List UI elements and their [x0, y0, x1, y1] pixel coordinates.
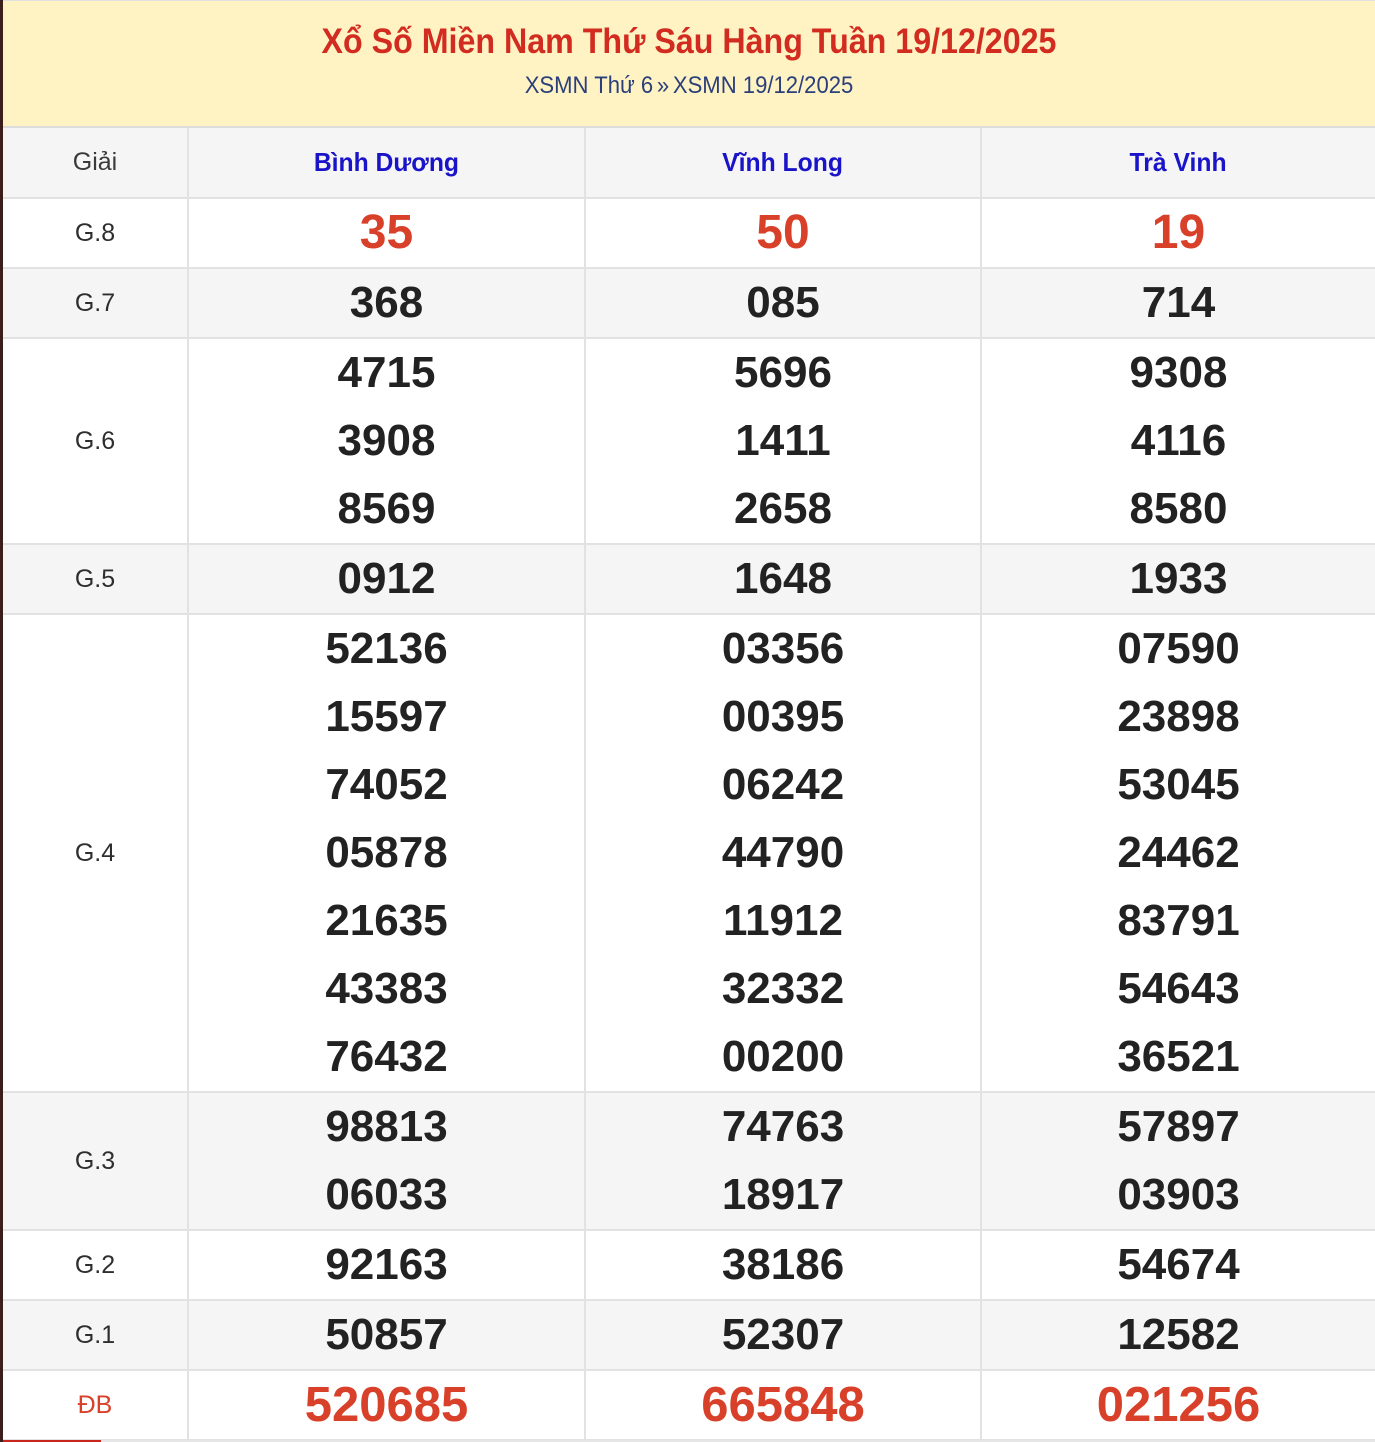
result-cell-tra-vinh: [981, 1300, 1375, 1370]
table-row: [3, 1092, 1375, 1230]
prize-label: G.8: [3, 198, 188, 268]
province-header-tra-vinh: [981, 128, 1375, 198]
prize-number: 24462: [1117, 828, 1240, 877]
province-link-tra-vinh[interactable]: Trà Vinh: [1129, 147, 1227, 177]
prize-number: 00200: [721, 1032, 845, 1081]
prize-number: 8569: [337, 484, 436, 533]
prize-number: 03903: [1117, 1170, 1240, 1219]
prize-number: 2658: [734, 484, 832, 533]
result-cell-vinh-long: [585, 1092, 981, 1230]
prize-number: 35: [359, 206, 414, 259]
results-container: [3, 0, 1375, 1441]
prize-number: 11912: [723, 896, 843, 945]
prize-number: 50: [756, 206, 810, 259]
prize-number: 085: [746, 278, 820, 327]
table-row: [3, 338, 1375, 544]
result-cell-tra-vinh: [981, 1370, 1375, 1440]
special-prize-number: 021256: [1096, 1378, 1261, 1432]
result-cell-tra-vinh: [981, 198, 1375, 268]
prize-number: 76432: [325, 1032, 448, 1081]
prize-number: 92163: [325, 1240, 448, 1289]
results-body: [3, 198, 1375, 1440]
prize-number: 06033: [325, 1170, 448, 1219]
prize-number: 8580: [1129, 484, 1228, 533]
result-cell-binh-duong: [188, 544, 585, 614]
result-cell-binh-duong: [188, 1300, 585, 1370]
prize-number: 19: [1151, 206, 1206, 259]
prize-number: 32332: [721, 964, 845, 1013]
prize-number: 74763: [721, 1102, 845, 1151]
result-cell-binh-duong: [188, 268, 585, 338]
result-cell-vinh-long: [585, 614, 981, 1092]
prize-number: 18917: [721, 1170, 845, 1219]
special-prize-number: 520685: [304, 1378, 469, 1432]
prize-number: 57897: [1117, 1102, 1240, 1151]
province-link-vinh-long[interactable]: Vĩnh Long: [722, 147, 844, 177]
prize-number: 1933: [1129, 554, 1228, 603]
breadcrumb-separator: »: [656, 72, 670, 99]
prize-label: G.2: [3, 1230, 188, 1300]
table-row: [3, 1370, 1375, 1440]
prize-label: G.6: [3, 338, 188, 544]
prize-number: 714: [1141, 278, 1216, 327]
prize-column-header: Giải: [3, 128, 188, 198]
prize-number: 83791: [1117, 896, 1240, 945]
prize-label: G.3: [3, 1092, 188, 1230]
results-header: [3, 0, 1375, 128]
table-header-row: [3, 128, 1375, 198]
special-prize-number: 665848: [701, 1378, 865, 1432]
prize-number: 07590: [1117, 624, 1240, 673]
prize-number: 43383: [325, 964, 448, 1013]
result-cell-binh-duong: [188, 1230, 585, 1300]
prize-number: 1411: [735, 416, 831, 465]
prize-label: G.7: [3, 268, 188, 338]
prize-number: 38186: [721, 1240, 845, 1289]
prize-number: 54643: [1117, 964, 1240, 1013]
prize-number: 15597: [325, 692, 448, 741]
prize-number: 03356: [721, 624, 845, 673]
result-cell-binh-duong: [188, 1370, 585, 1440]
table-row: [3, 1300, 1375, 1370]
result-cell-vinh-long: [585, 544, 981, 614]
result-cell-tra-vinh: [981, 1092, 1375, 1230]
prize-number: 36521: [1117, 1032, 1240, 1081]
breadcrumb-link-date[interactable]: XSMN 19/12/2025: [672, 72, 854, 99]
prize-number: 06242: [721, 760, 845, 809]
prize-number: 4116: [1130, 416, 1227, 465]
result-cell-binh-duong: [188, 198, 585, 268]
prize-label: ĐB: [3, 1370, 188, 1440]
prize-number: 52136: [325, 624, 448, 673]
result-cell-tra-vinh: [981, 338, 1375, 544]
prize-number: 53045: [1117, 760, 1240, 809]
table-row: [3, 1230, 1375, 1300]
result-cell-tra-vinh: [981, 1230, 1375, 1300]
prize-number: 50857: [325, 1310, 448, 1359]
page-title: Xổ Số Miền Nam Thứ Sáu Hàng Tuần 19/12/2025: [321, 22, 1057, 61]
prize-label: G.5: [3, 544, 188, 614]
breadcrumb: [58, 71, 1320, 101]
table-row: [3, 544, 1375, 614]
result-cell-tra-vinh: [981, 614, 1375, 1092]
breadcrumb-link-weekday[interactable]: XSMN Thứ 6: [524, 72, 654, 99]
prize-number: 9308: [1129, 348, 1228, 397]
prize-label: G.1: [3, 1300, 188, 1370]
result-cell-binh-duong: [188, 614, 585, 1092]
results-table: [3, 128, 1375, 1441]
prize-number: 00395: [721, 692, 845, 741]
prize-number: 74052: [325, 760, 448, 809]
result-cell-binh-duong: [188, 338, 585, 544]
prize-number: 54674: [1117, 1240, 1240, 1289]
prize-number: 1648: [734, 554, 832, 603]
prize-number: 44790: [721, 828, 845, 877]
prize-number: 368: [349, 278, 424, 327]
prize-label: G.4: [3, 614, 188, 1092]
result-cell-binh-duong: [188, 1092, 585, 1230]
prize-number: 05878: [325, 828, 448, 877]
result-cell-vinh-long: [585, 268, 981, 338]
result-cell-vinh-long: [585, 1300, 981, 1370]
prize-number: 12582: [1117, 1310, 1240, 1359]
province-header-vinh-long: [585, 128, 981, 198]
prize-number: 23898: [1117, 692, 1240, 741]
result-cell-vinh-long: [585, 338, 981, 544]
result-cell-vinh-long: [585, 198, 981, 268]
prize-number: 3908: [337, 416, 436, 465]
table-row: [3, 614, 1375, 1092]
prize-number: 52307: [721, 1310, 845, 1359]
province-header-binh-duong: [188, 128, 585, 198]
prize-number: 5696: [734, 348, 832, 397]
result-cell-vinh-long: [585, 1230, 981, 1300]
prize-number: 4715: [337, 348, 436, 397]
table-row: [3, 198, 1375, 268]
result-cell-tra-vinh: [981, 544, 1375, 614]
result-cell-tra-vinh: [981, 268, 1375, 338]
prize-number: 21635: [325, 896, 448, 945]
result-cell-vinh-long: [585, 1370, 981, 1440]
prize-number: 0912: [337, 554, 436, 603]
table-row: [3, 268, 1375, 338]
province-link-binh-duong[interactable]: Bình Dương: [313, 147, 460, 177]
prize-number: 98813: [325, 1102, 448, 1151]
